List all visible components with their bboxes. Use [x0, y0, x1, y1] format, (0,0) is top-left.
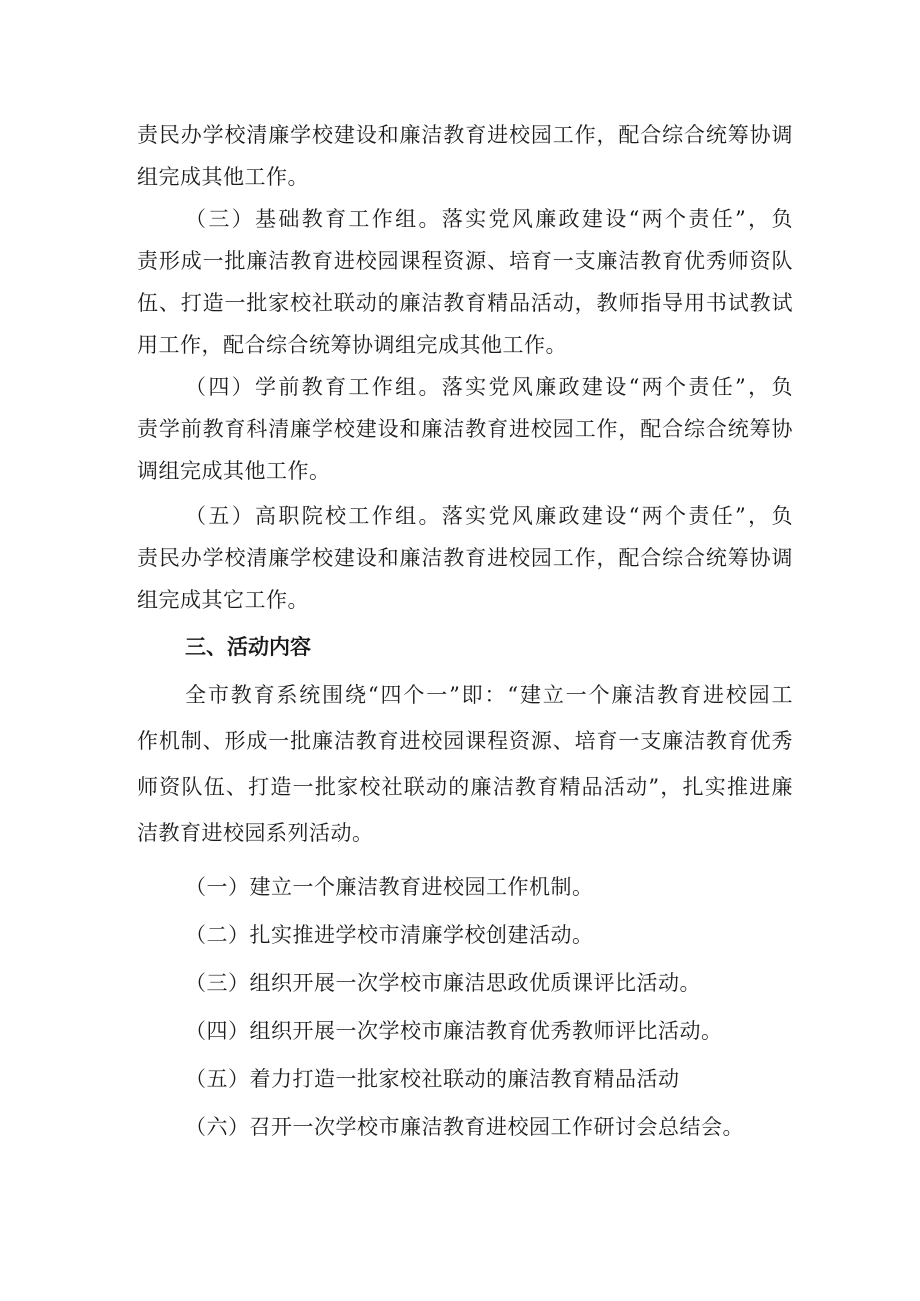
activity-item: （二）扎实推进学校市清廉学校创建活动。 — [185, 923, 594, 947]
paragraph-line: 调组完成其他工作。 — [137, 459, 331, 483]
paragraph-line: （四）学前教育工作组。落实党风廉政建设“两个责任”，负 — [185, 375, 793, 399]
paragraph-line: 组完成其它工作。 — [137, 588, 309, 612]
activity-item: （六）召开一次学校市廉洁教育进校园工作研讨会总结会。 — [185, 1115, 744, 1139]
paragraph-line: 责形成一批廉洁教育进校园课程资源、培育一支廉洁教育优秀师资队 — [137, 249, 793, 273]
paragraph-line: 全市教育系统围绕“四个一”即：“建立一个廉洁教育进校园工 — [185, 683, 793, 707]
paragraph-line: （三）基础教育工作组。落实党风廉政建设“两个责任”，负 — [185, 207, 793, 231]
paragraph-line: 责民办学校清廉学校建设和廉洁教育进校园工作，配合综合统筹协调 — [137, 546, 793, 570]
paragraph-line: 洁教育进校园系列活动。 — [137, 821, 374, 845]
paragraph-line: 责学前教育科清廉学校建设和廉洁教育进校园工作，配合综合统筹协 — [137, 417, 793, 441]
activity-item: （一）建立一个廉洁教育进校园工作机制。 — [185, 875, 594, 899]
section-heading: 三、活动内容 — [185, 635, 311, 659]
activity-item: （三）组织开展一次学校市廉洁思政优质课评比活动。 — [185, 971, 701, 995]
paragraph-line: 用工作，配合综合统筹协调组完成其他工作。 — [137, 333, 567, 357]
paragraph-line: 伍、打造一批家校社联动的廉洁教育精品活动，教师指导用书试教试 — [137, 291, 793, 315]
activity-item: （五）着力打造一批家校社联动的廉洁教育精品活动 — [185, 1067, 680, 1091]
activity-item: （四）组织开展一次学校市廉洁教育优秀教师评比活动。 — [185, 1019, 723, 1043]
paragraph-line: 责民办学校清廉学校建设和廉洁教育进校园工作，配合综合统筹协调 — [137, 123, 793, 147]
paragraph-line: （五）高职院校工作组。落实党风廉政建设“两个责任”，负 — [185, 504, 793, 528]
paragraph-line: 作机制、形成一批廉洁教育进校园课程资源、培育一支廉洁教育优秀 — [137, 729, 793, 753]
paragraph-line: 组完成其他工作。 — [137, 165, 309, 189]
paragraph-line: 师资队伍、打造一批家校社联动的廉洁教育精品活动”，扎实推进廉 — [137, 775, 793, 799]
